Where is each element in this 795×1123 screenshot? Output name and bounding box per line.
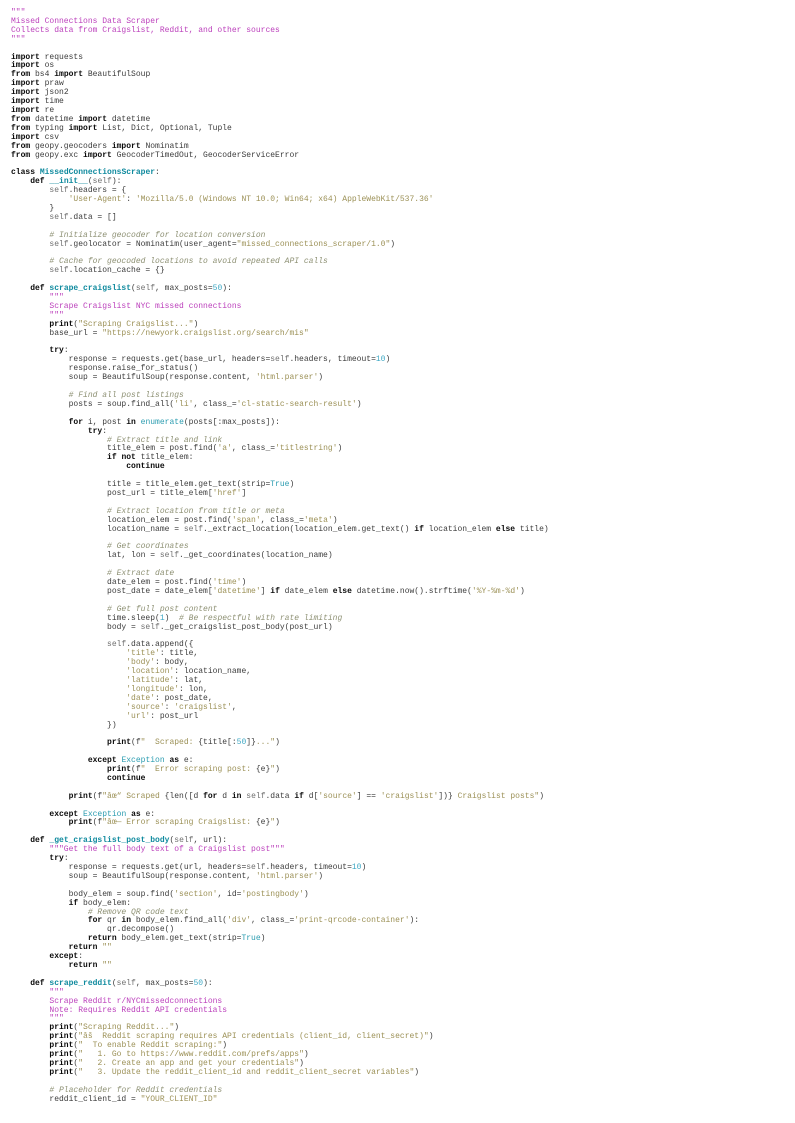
code-line: continue	[126, 462, 165, 472]
code-line: 'latitude': lat,	[126, 675, 204, 685]
code-line: print("Scraping Reddit...")	[49, 1023, 180, 1033]
code-line: Missed Connections Data Scraper	[11, 16, 160, 26]
code-line: print(" 3. Update the reddit_client_id and reddit_client_secret variables")	[49, 1067, 420, 1077]
code-line: import json2	[11, 88, 69, 98]
code-line: # Extract title and link	[107, 435, 223, 445]
code-line: # Placeholder for Reddit credentials	[49, 1085, 223, 1095]
code-line: from datetime import datetime	[11, 114, 151, 124]
code-line: Scrape Craigslist NYC missed connections	[49, 301, 242, 311]
code-line: print(" To enable Reddit scraping:")	[49, 1041, 228, 1051]
code-line: for qr in body_elem.find_all('div', class_='print-qrcode-container'):	[87, 916, 420, 926]
code-line: qr.decompose()	[11, 925, 175, 935]
code-line: print(" 1. Go to https://www.reddit.com/prefs/apps")	[49, 1050, 309, 1060]
code-line: post_url = title_elem['href']	[11, 488, 247, 498]
code-line: 'body': body,	[126, 658, 189, 668]
code-line: 'url': post_url	[126, 711, 199, 721]
code-line: continue	[107, 773, 146, 783]
code-line: soup = BeautifulSoup(response.content, 'html.parser')	[11, 871, 324, 881]
code-line: try:	[87, 426, 108, 436]
code-line: 'date': post_date,	[126, 693, 213, 703]
code-line: Note: Requires Reddit API credentials	[49, 1005, 228, 1015]
code-line: Collects data from Craigslist, Reddit, and other sources	[11, 25, 280, 35]
code-line: # Get coordinates	[107, 542, 189, 552]
code-line: for i, post in enumerate(posts[:max_posts]):	[68, 417, 280, 427]
code-line: except Exception as e:	[49, 809, 156, 819]
code-line: response = requests.get(url, headers=self.headers, timeout=10)	[11, 863, 367, 872]
code-line: time.sleep(1) # Be respectful with rate limiting	[11, 613, 343, 623]
code-line: print(" 2. Create an app and get your credentials")	[49, 1058, 304, 1068]
code-line: }	[11, 203, 55, 213]
code-line: print(f" Scraped: {title[:50]}...")	[107, 738, 280, 748]
code-line: except:	[49, 952, 84, 962]
code-line: 'longitude': lon,	[126, 684, 208, 694]
code-line: """	[11, 8, 26, 17]
code-line: return ""	[68, 960, 112, 970]
code-line: import praw	[11, 79, 64, 89]
code-line: try:	[49, 854, 69, 864]
code-line: print("Scraping Craigslist...")	[49, 319, 199, 329]
code-line: """	[49, 310, 64, 320]
code-line: import csv	[11, 132, 60, 142]
code-line: # Extract date	[107, 569, 175, 579]
code-line: import time	[11, 97, 64, 107]
code-line: import re	[11, 105, 55, 115]
code-line: """Get the full body text of a Craigslist post"""	[49, 845, 285, 855]
code-line: location_name = self._extract_location(location_elem.get_text() if location_elem else title)	[11, 524, 549, 534]
code-line: soup = BeautifulSoup(response.content, 'html.parser')	[11, 373, 324, 383]
code-line: class MissedConnectionsScraper:	[11, 168, 160, 178]
code-line: response = requests.get(base_url, headers=self.headers, timeout=10)	[11, 355, 391, 365]
code-line: self.headers = {	[49, 186, 127, 196]
code-line: body_elem = soup.find('section', id='postingbody')	[11, 889, 309, 899]
code-line: self.geolocator = Nominatim(user_agent="missed_connections_scraper/1.0")	[49, 239, 396, 249]
code-line: """	[49, 1014, 64, 1024]
code-line: lat, lon = self._get_coordinates(location_name)	[11, 551, 333, 561]
code-line: print("âš Reddit scraping requires API credentials (client_id, client_secret)")	[49, 1032, 434, 1042]
code-line: return ""	[68, 943, 112, 953]
code-line: 'User-Agent': 'Mozilla/5.0 (Windows NT 10.0; Win64; x64) AppleWebKit/537.36'	[68, 195, 434, 205]
code-line: from geopy.geocoders import Nominatim	[11, 141, 189, 151]
code-line: # Remove QR code text	[87, 907, 189, 917]
code-line: title = title_elem.get_text(strip=True)	[11, 480, 295, 490]
code-line: def __init__(self):	[30, 177, 122, 187]
code-line: location_elem = post.find('span', class_='meta')	[11, 515, 338, 525]
code-line: import os	[11, 61, 55, 71]
code-line: reddit_client_id = "YOUR_CLIENT_ID"	[11, 1094, 218, 1104]
code-line: def _get_craigslist_post_body(self, url):	[30, 836, 228, 846]
code-line: def scrape_craigslist(self, max_posts=50):	[30, 284, 232, 294]
code-line: 'source': 'craigslist',	[126, 702, 237, 712]
code-line: # Cache for geocoded locations to avoid repeated API calls	[49, 257, 328, 267]
code-line: import requests	[11, 52, 84, 62]
code-line: posts = soup.find_all('li', class_='cl-static-search-result')	[11, 399, 362, 409]
code-line: # Initialize geocoder for location conversion	[49, 230, 266, 240]
code-line: Scrape Reddit r/NYCmissedconnections	[49, 996, 223, 1006]
code-line: # Get full post content	[107, 604, 218, 614]
code-line: self.location_cache = {}	[49, 266, 165, 276]
code-line: try:	[49, 346, 69, 356]
code-line: title_elem = post.find('a', class_='titlestring')	[11, 444, 343, 454]
code-line: except Exception as e:	[87, 756, 194, 766]
code-line: """	[49, 987, 64, 997]
code-line: from typing import List, Dict, Optional, Tuple	[11, 123, 232, 133]
code-line: })	[11, 720, 117, 730]
code-line: print(f"âœ“ Scraped {len([d for d in self.data if d['source'] == 'craigslist'])} Craigslist posts")	[68, 791, 544, 801]
code-line: 'location': location_name,	[126, 667, 252, 677]
code-line: self.data.append({	[107, 640, 194, 650]
code-line: # Extract location from title or meta	[107, 506, 285, 516]
code-line: # Find all post listings	[68, 390, 184, 400]
code-line: post_date = date_elem['datetime'] if date_elem else datetime.now().strftime('%Y-%m-%d')	[11, 586, 525, 596]
code-line: if body_elem:	[68, 898, 132, 908]
code-line: return body_elem.get_text(strip=True)	[87, 934, 266, 944]
code-line: """	[11, 34, 26, 44]
code-line: date_elem = post.find('time')	[11, 578, 247, 587]
code-line: print(f"âœ— Error scraping Craigslist: {e}")	[68, 818, 280, 828]
code-line: 'title': title,	[126, 649, 199, 659]
code-line: response.raise_for_status()	[11, 364, 199, 374]
code-line: from geopy.exc import GeocoderTimedOut, GeocoderServiceError	[11, 150, 300, 160]
code-line: from bs4 import BeautifulSoup	[11, 70, 151, 80]
code-line: """	[49, 293, 64, 302]
code-line: print(f" Error scraping post: {e}")	[107, 765, 280, 775]
code-line: def scrape_reddit(self, max_posts=50):	[30, 978, 213, 988]
code-line: self.data = []	[49, 212, 117, 222]
code-line: if not title_elem:	[107, 453, 194, 463]
code-line: body = self._get_craigslist_post_body(post_url)	[11, 622, 333, 632]
code-line: base_url = "https://newyork.craigslist.org/search/mis"	[11, 328, 309, 338]
